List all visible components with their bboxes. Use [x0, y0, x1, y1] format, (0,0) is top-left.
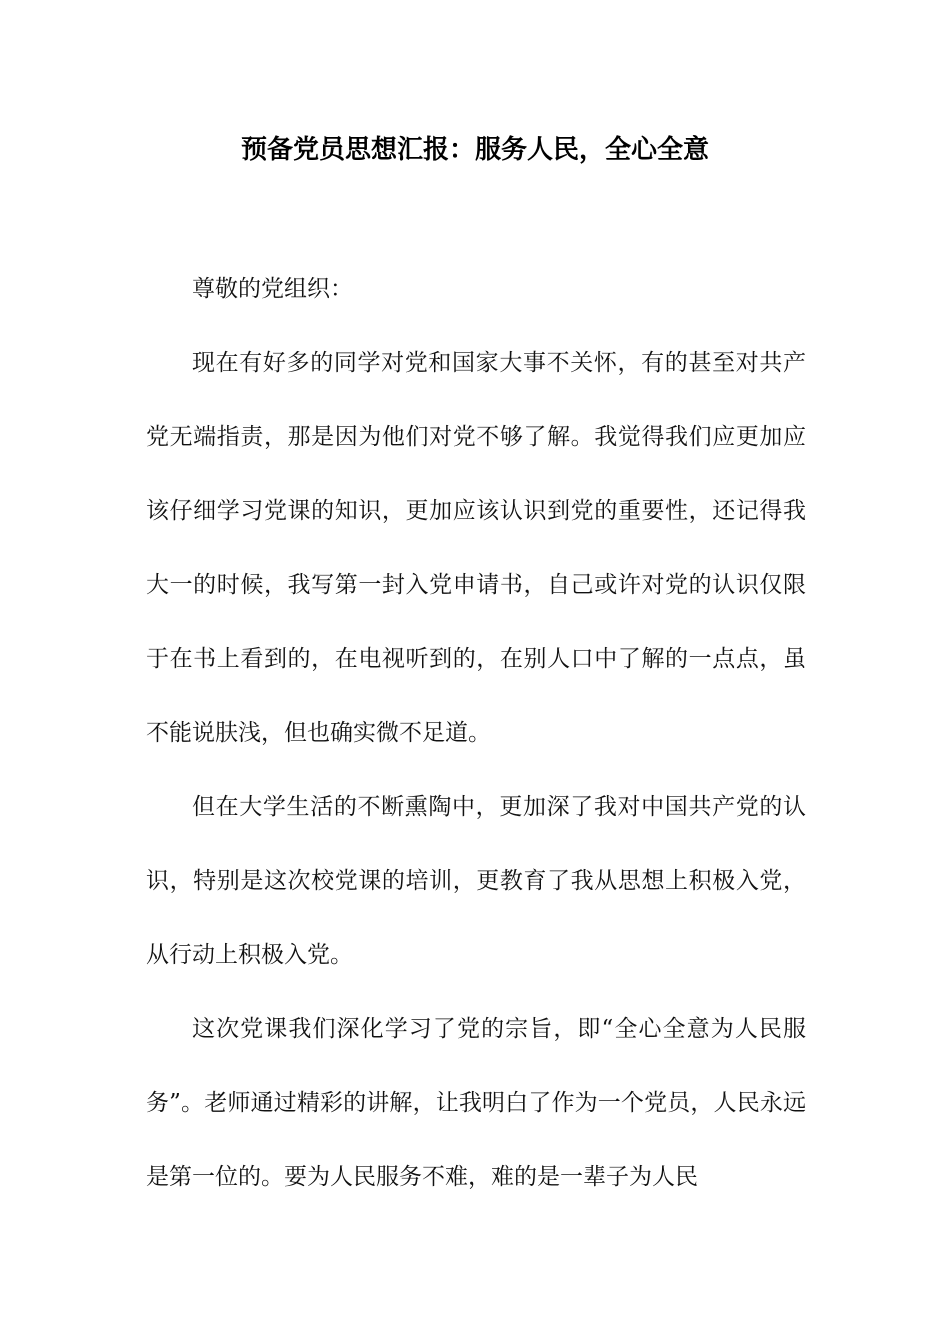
paragraph: 但在大学生活的不断熏陶中，更加深了我对中国共产党的认识，特别是这次校党课的培训，更教育了我从思想上积极入党，从行动上积极入党。	[146, 794, 806, 968]
paragraph: 这次党课我们深化学习了党的宗旨，即“全心全意为人民服务”。老师通过精彩的讲解，让我明白了作为一个党员，人民永远是第一位的。要为人民服务不难，难的是一辈子为人民	[146, 1016, 806, 1190]
salutation: 尊敬的党组织：	[192, 276, 353, 302]
document-body	[146, 252, 806, 1214]
document-title: 预备党员思想汇报：服务人民，全心全意	[240, 135, 709, 165]
paragraph: 现在有好多的同学对党和国家大事不关怀，有的甚至对共产党无端指责，那是因为他们对党不够了解。我觉得我们应更加应该仔细学习党课的知识，更加应该认识到党的重要性，还记得我大一的时候，我写第一封入党申请书，自己或许对党的认识仅限于在书上看到的，在电视听到的，在别人口中了解的一点点，虽不能说肤浅，但也确实微不足道。	[146, 350, 806, 746]
